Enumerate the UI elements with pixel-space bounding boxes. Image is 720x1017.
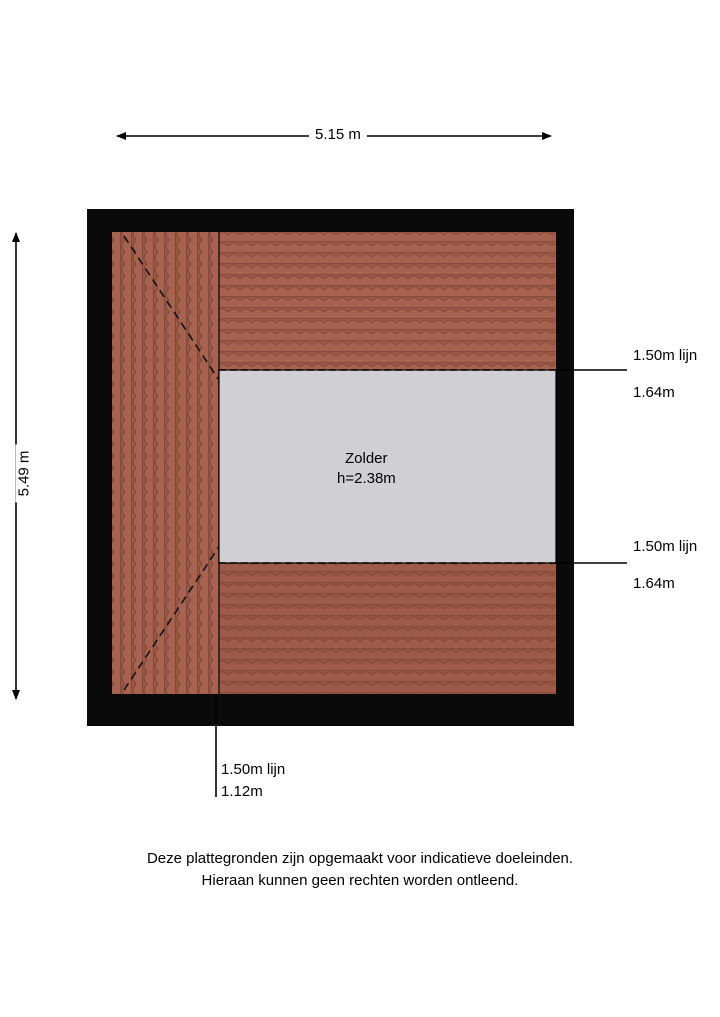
callout-bottom-value-label: 1.12m [221,783,263,800]
dimension-left-height-label: 5.49 m [15,445,32,503]
callout-right-top-value-label: 1.64m [633,384,675,401]
room-name-label: Zolder [345,450,388,467]
disclaimer [0,848,720,892]
disclaimer-line-1: Deze plattegronden zijn opgemaakt voor indicatieve doeleinden. [146,850,574,867]
callout-right-bottom-line-label: 1.50m lijn [633,538,698,555]
callout-right-bottom-value-label: 1.64m [633,575,675,592]
room-height-label: h=2.38m [337,470,396,487]
dimension-top-width-label: 5.15 m [309,126,367,143]
callout-bottom-line-label: 1.50m lijn [221,761,286,778]
callout-right-top-line-label: 1.50m lijn [633,347,698,364]
disclaimer-line-2: Hieraan kunnen geen rechten worden ontleend. [201,872,519,889]
